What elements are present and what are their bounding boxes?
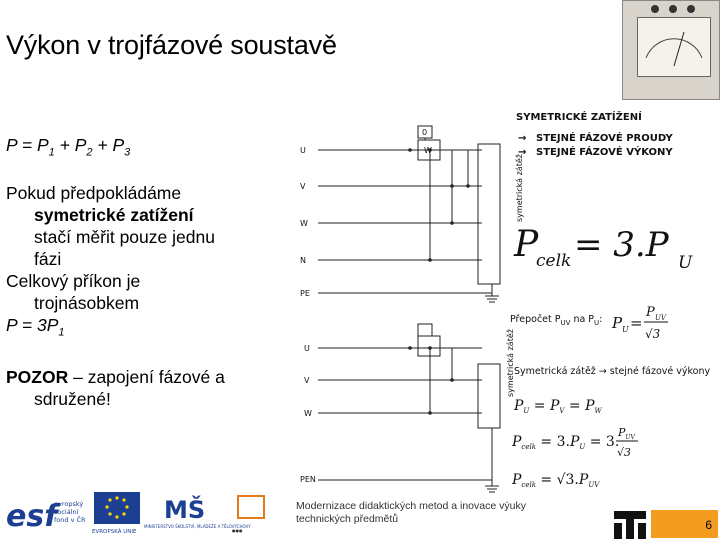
svg-text:= 3.P: = 3.P: [574, 225, 669, 265]
diagram-heading: SYMETRICKÉ ZATÍŽENÍ: [516, 112, 642, 123]
svg-text:PE: PE: [300, 289, 310, 298]
meter-face: [637, 17, 711, 77]
page-number-box: [651, 510, 718, 538]
formula-stack: [511, 398, 638, 489]
svg-text:sociální: sociální: [54, 508, 79, 516]
wattmeter-photo: [622, 0, 720, 100]
terminal-icon: [669, 5, 677, 13]
warning-text: POZOR – zapojení fázové a sdružené!: [6, 367, 225, 409]
svg-text:W: W: [304, 409, 312, 418]
svg-text:P: P: [646, 305, 655, 320]
svg-text:Pcelk = 3.PU = 3.: $P_{celk} = 3.P_U = 3$.: [512, 434, 620, 451]
svg-text:W: W: [424, 146, 432, 155]
paragraph-symmetric: Pokud předpokládáme symetrické zatížení stačí měřit pouze jednu fázi Celkový příkon je trojnásobkem $P = 3P_1$: [6, 183, 215, 339]
svg-text:U: U: [622, 325, 629, 334]
page-number: 6: [705, 518, 712, 532]
svg-text:U: U: [678, 253, 693, 273]
svg-text:MINISTERSTVO ŠKOLSTVÍ, MLÁDEŽE: MINISTERSTVO ŠKOLSTVÍ, MLÁDEŽE A TĚLOVÝCHOVY: [144, 524, 251, 529]
formula-big: [513, 224, 693, 273]
svg-text:MŠ: MŠ: [164, 496, 206, 524]
esf-logo: [6, 499, 86, 534]
svg-text:W: W: [300, 219, 308, 228]
svg-text:PUV: $P_{UV}$: [618, 426, 635, 441]
arrow-icon: →: [518, 133, 527, 144]
svg-text:V: V: [300, 182, 306, 191]
recalc-formula: [510, 305, 668, 341]
formula-sum: $P = P_1 + P_2 + P_3$: [6, 135, 131, 159]
footer-text: Modernizace didaktických metod a inovace výuky technických předmětů: [296, 500, 526, 525]
svg-text:celk: celk: [536, 251, 572, 271]
measurement-diagram: [292, 108, 712, 498]
svg-text:EVROPSKÁ UNIE: EVROPSKÁ UNIE: [92, 529, 137, 535]
meter-scale-icon: [638, 18, 710, 76]
diagram-bullet: STEJNÉ FÁZOVÉ PROUDY: [536, 133, 673, 144]
svg-text:esf: esf: [6, 499, 58, 534]
msmt-logo: [144, 494, 251, 529]
load-label: symetrická zátěž: [515, 154, 524, 222]
svg-text:P: P: [514, 224, 539, 265]
top-wire-labels: [300, 146, 310, 298]
svg-text:0: 0: [422, 128, 428, 137]
svg-text:√3: √3: [617, 446, 632, 459]
svg-text:PU = PV = PW: $P_U = P_V = P_W$: [514, 398, 602, 415]
svg-text:√3: √3: [645, 327, 661, 341]
terminal-icon: [687, 5, 695, 13]
footer-logos: [6, 490, 286, 538]
svg-text:U: U: [304, 344, 310, 353]
diagram-bullet: STEJNÉ FÁZOVÉ VÝKONY: [536, 147, 673, 158]
bottom-wire-labels: [300, 344, 316, 484]
svg-text:P: P: [612, 314, 623, 332]
svg-text:=: =: [630, 314, 643, 332]
eu-flag-logo: [92, 492, 140, 535]
svg-text:fond v ČR: fond v ČR: [54, 516, 86, 524]
svg-text:UV: UV: [655, 314, 666, 322]
svg-text:Pcelk = √3.PUV: $P_{celk} = √3.P_{UV}$: [512, 472, 600, 489]
svg-text:evropský: evropský: [54, 500, 84, 508]
svg-text:N: N: [300, 256, 306, 265]
svg-text:U: U: [300, 146, 306, 155]
svg-text:●●●: ●●●: [232, 528, 243, 533]
slide-title: Výkon v trojfázové soustavě: [6, 30, 337, 60]
terminal-icon: [651, 5, 659, 13]
symmetry-note: Symetrická zátěž → stejné fázové výkony: [514, 366, 711, 377]
svg-text:V: V: [304, 376, 310, 385]
load-label: symetrická zátěž: [506, 329, 515, 397]
arrow-icon: →: [518, 147, 527, 158]
svg-text:PEN: PEN: [300, 475, 316, 484]
institution-logo: [614, 511, 646, 539]
svg-text:Přepočet PUV na PU:: Přepočet $P_{UV}$ na $P_U$:: [510, 314, 603, 327]
